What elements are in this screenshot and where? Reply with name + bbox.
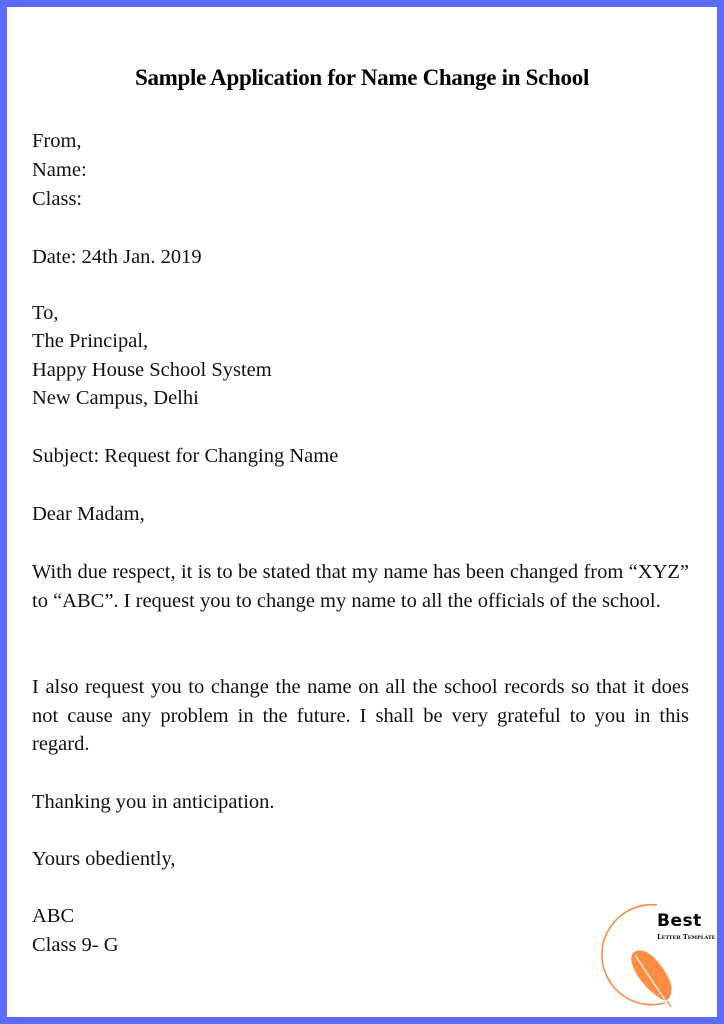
date-line: Date: 24th Jan. 2019	[32, 246, 202, 268]
to-label: To,	[32, 302, 59, 324]
sign-off: Yours obediently,	[32, 848, 176, 870]
signature-class: Class 9- G	[32, 934, 119, 956]
recipient-address: New Campus, Delhi	[32, 387, 199, 409]
letter-page	[7, 7, 717, 1017]
subject-line: Subject: Request for Changing Name	[32, 445, 339, 467]
logo-brand: Best	[657, 911, 702, 931]
recipient-school: Happy House School System	[32, 359, 272, 381]
body-paragraph-2: I also request you to change the name on all the school records so that it does not cause any problem in the future. I shall be very grateful to you in this regard.	[32, 676, 689, 756]
logo-subtitle: Letter Template	[657, 933, 716, 941]
class-label: Class:	[32, 188, 83, 210]
closing-line: Thanking you in anticipation.	[32, 791, 275, 813]
document-title: Sample Application for Name Change in School	[134, 65, 590, 90]
signature-name: ABC	[32, 905, 75, 927]
best-letter-template-logo	[595, 895, 720, 1013]
from-label: From,	[32, 130, 82, 152]
body-paragraph-1: With due respect, it is to be stated that my name has been changed from “XYZ” to “ABC”. I request you to change my name to all the officials of the school.	[32, 561, 689, 612]
salutation: Dear Madam,	[32, 503, 145, 525]
recipient-title: The Principal,	[32, 330, 149, 352]
name-label: Name:	[32, 159, 87, 181]
